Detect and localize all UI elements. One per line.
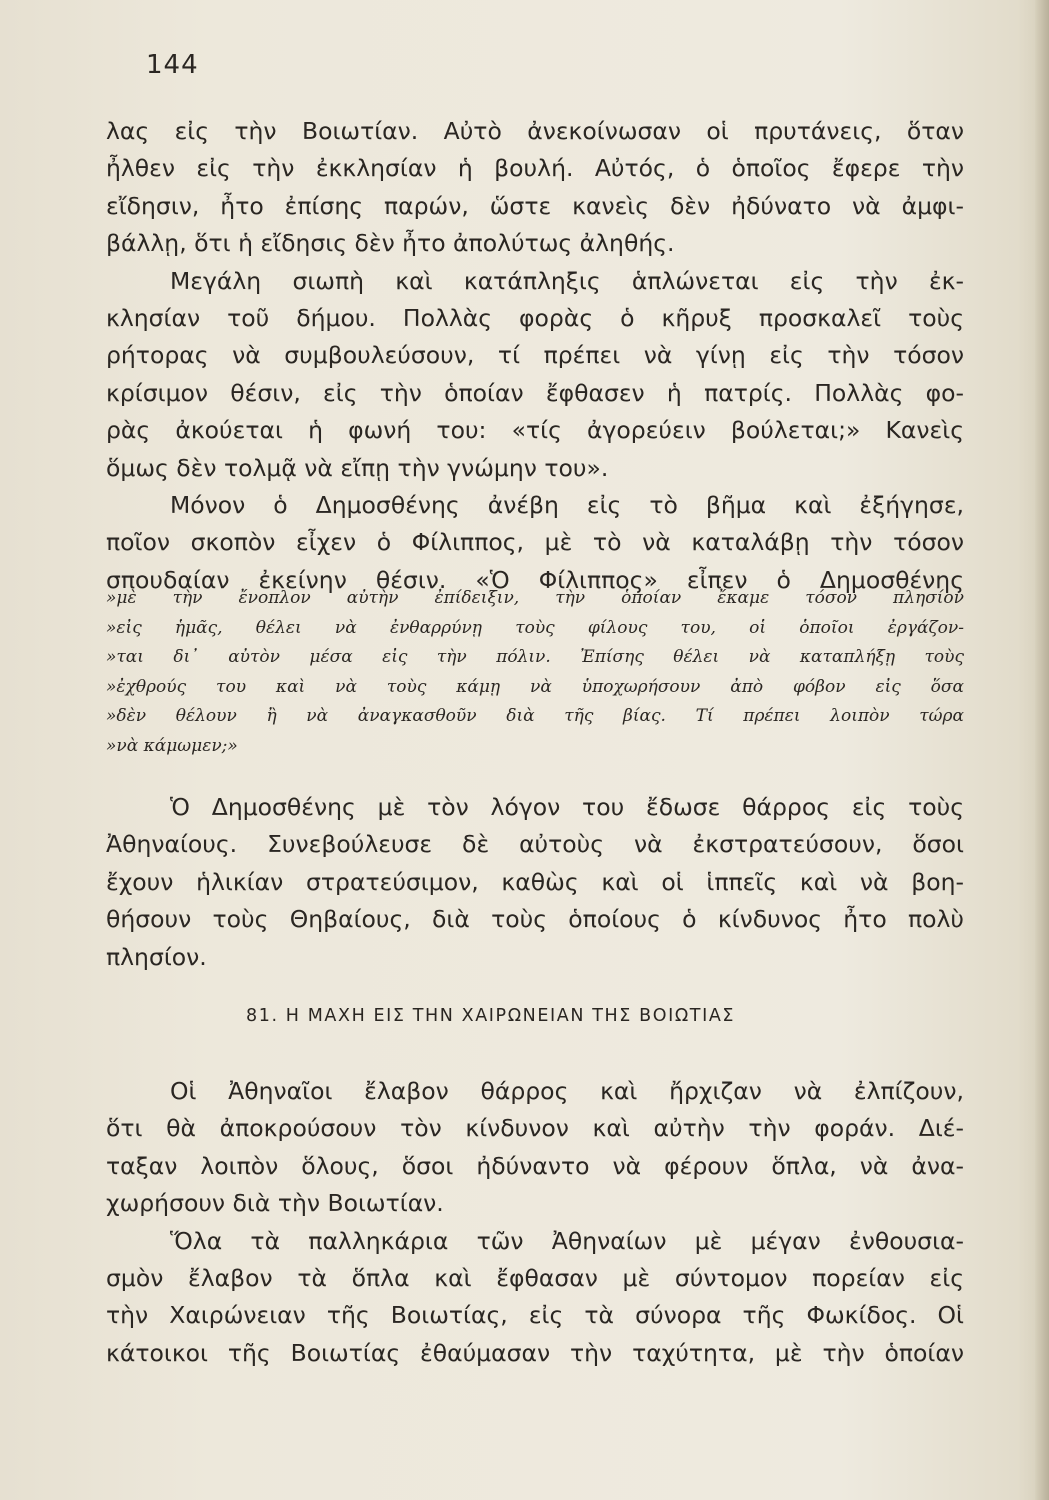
text-line: ἔχουν ἡλικίαν στρατεύσιμον, καθὼς καὶ οἱ ἱππεῖς καὶ νὰ βοη- <box>106 867 964 896</box>
paragraph-block-1 <box>106 113 964 599</box>
text-line: λας εἰς τὴν Βοιωτίαν. Αὐτὸ ἀνεκοίνωσαν οἱ πρυτάνεις, ὅταν <box>106 117 964 145</box>
quote-line: »εἰς ἡμᾶς, θέλει νὰ ἐνθαρρύνῃ τοὺς φίλους του, οἱ ὁποῖοι ἐργάζον- <box>106 617 964 638</box>
speech-quote <box>106 584 964 761</box>
text-line: κάτοικοι τῆς Βοιωτίας ἐθαύμασαν τὴν ταχύτητα, μὲ τὴν ὁποίαν <box>106 1338 964 1367</box>
quote-line: »ται δι᾽ αὐτὸν μέσα εἰς τὴν πόλιν. Ἐπίσης θέλει νὰ καταπλήξῃ τοὺς <box>106 647 964 667</box>
text-line: ταξαν λοιπὸν ὅλους, ὅσοι ἠδύναντο νὰ φέρουν ὅπλα, νὰ ἀνα- <box>106 1151 964 1180</box>
text-line: ρήτορας νὰ συμβουλεύσουν, τί πρέπει νὰ γίνῃ εἰς τὴν τόσον <box>106 341 964 370</box>
text-line: θήσουν τοὺς Θηβαίους, διὰ τοὺς ὁποίους ὁ κίνδυνος ἦτο πολὺ <box>106 905 964 934</box>
text-line: Μεγάλη σιωπὴ καὶ κατάπληξις ἁπλώνεται εἰς τὴν ἐκ- <box>170 266 964 295</box>
quote-line: »νὰ κάμωμεν;» <box>106 735 238 756</box>
text-line: σμὸν ἔλαβον τὰ ὅπλα καὶ ἔφθασαν μὲ σύντομον πορείαν εἰς <box>106 1264 964 1293</box>
text-line: ποῖον σκοπὸν εἶχεν ὁ Φίλιππος, μὲ τὸ νὰ καταλάβῃ τὴν τόσον <box>106 528 964 557</box>
text-line: τὴν Χαιρώνειαν τῆς Βοιωτίας, εἰς τὰ σύνορα τῆς Φωκίδος. Οἱ <box>106 1301 964 1330</box>
text-line: Οἱ Ἀθηναῖοι ἔλαβον θάρρος καὶ ἤρχιζαν νὰ ἐλπίζουν, <box>170 1077 964 1105</box>
text-line: χωρήσουν διὰ τὴν Βοιωτίαν. <box>106 1189 444 1218</box>
text-line: εἴδησιν, ἦτο ἐπίσης παρών, ὥστε κανεὶς δὲν ἠδύνατο νὰ ἀμφι- <box>106 191 964 220</box>
section-heading: 81. Η ΜΑΧΗ ΕΙΣ ΤΗΝ ΧΑΙΡΩΝΕΙΑΝ ΤΗΣ ΒΟΙΩΤΙΑΣ <box>246 1006 736 1026</box>
text-line: ὅτι θὰ ἀποκρούσουν τὸν κίνδυνον καὶ αὐτὴν τὴν φοράν. Διέ- <box>106 1114 964 1143</box>
text-line: Ἀθηναίους. Συνεβούλευσε δὲ αὐτοὺς νὰ ἐκστρατεύσουν, ὅσοι <box>106 830 964 859</box>
quote-line: »δὲν θέλουν ἢ νὰ ἀναγκασθοῦν διὰ τῆς βίας. Τί πρέπει λοιπὸν τώρα <box>106 706 964 726</box>
text-line: Μόνον ὁ Δημοσθένης ἀνέβη εἰς τὸ βῆμα καὶ ἐξήγησε, <box>170 491 964 520</box>
text-line: ὅμως δὲν τολμᾷ νὰ εἴπῃ τὴν γνώμην του». <box>106 453 609 482</box>
text-line: κλησίαν τοῦ δήμου. Πολλὰς φορὰς ὁ κῆρυξ προσκαλεῖ τοὺς <box>106 304 964 333</box>
text-line: Ὅλα τὰ παλληκάρια τῶν Ἀθηναίων μὲ μέγαν ἐνθουσια- <box>170 1226 964 1255</box>
text-line: σπουδαίαν ἐκείνην θέσιν. «Ὁ Φίλιππος» εἶπεν ὁ Δημοσθένης <box>106 565 964 594</box>
paragraph-block-2 <box>106 789 964 976</box>
quote-line: »μὲ τὴν ἔνοπλον αὐτὴν ἐπίδειξιν, τὴν ὁποίαν ἔκαμε τόσον πλησίον <box>106 588 964 608</box>
text-line: Ὁ Δημοσθένης μὲ τὸν λόγον του ἔδωσε θάρρος εἰς τοὺς <box>170 793 964 821</box>
page-edge <box>1035 0 1049 1500</box>
text-line: ἦλθεν εἰς τὴν ἐκκλησίαν ἡ βουλή. Αὐτός, ὁ ὁποῖος ἔφερε τὴν <box>106 154 964 183</box>
page-number: 144 <box>146 50 199 80</box>
text-line: κρίσιμον θέσιν, εἰς τὴν ὁποίαν ἔφθασεν ἡ πατρίς. Πολλὰς φο- <box>106 378 964 407</box>
paragraph-block-3 <box>106 1073 964 1372</box>
text-line: ρὰς ἀκούεται ἡ φωνή του: «τίς ἀγορεύειν βούλεται;» Κανεὶς <box>106 416 964 445</box>
text-line: βάλλῃ, ὅτι ἡ εἴδησις δὲν ἦτο ἀπολύτως ἀληθής. <box>106 229 675 258</box>
text-line: πλησίον. <box>106 942 207 971</box>
quote-line: »ἐχθρούς του καὶ νὰ τοὺς κάμῃ νὰ ὑποχωρήσουν ἀπὸ φόβον εἰς ὅσα <box>106 676 964 697</box>
